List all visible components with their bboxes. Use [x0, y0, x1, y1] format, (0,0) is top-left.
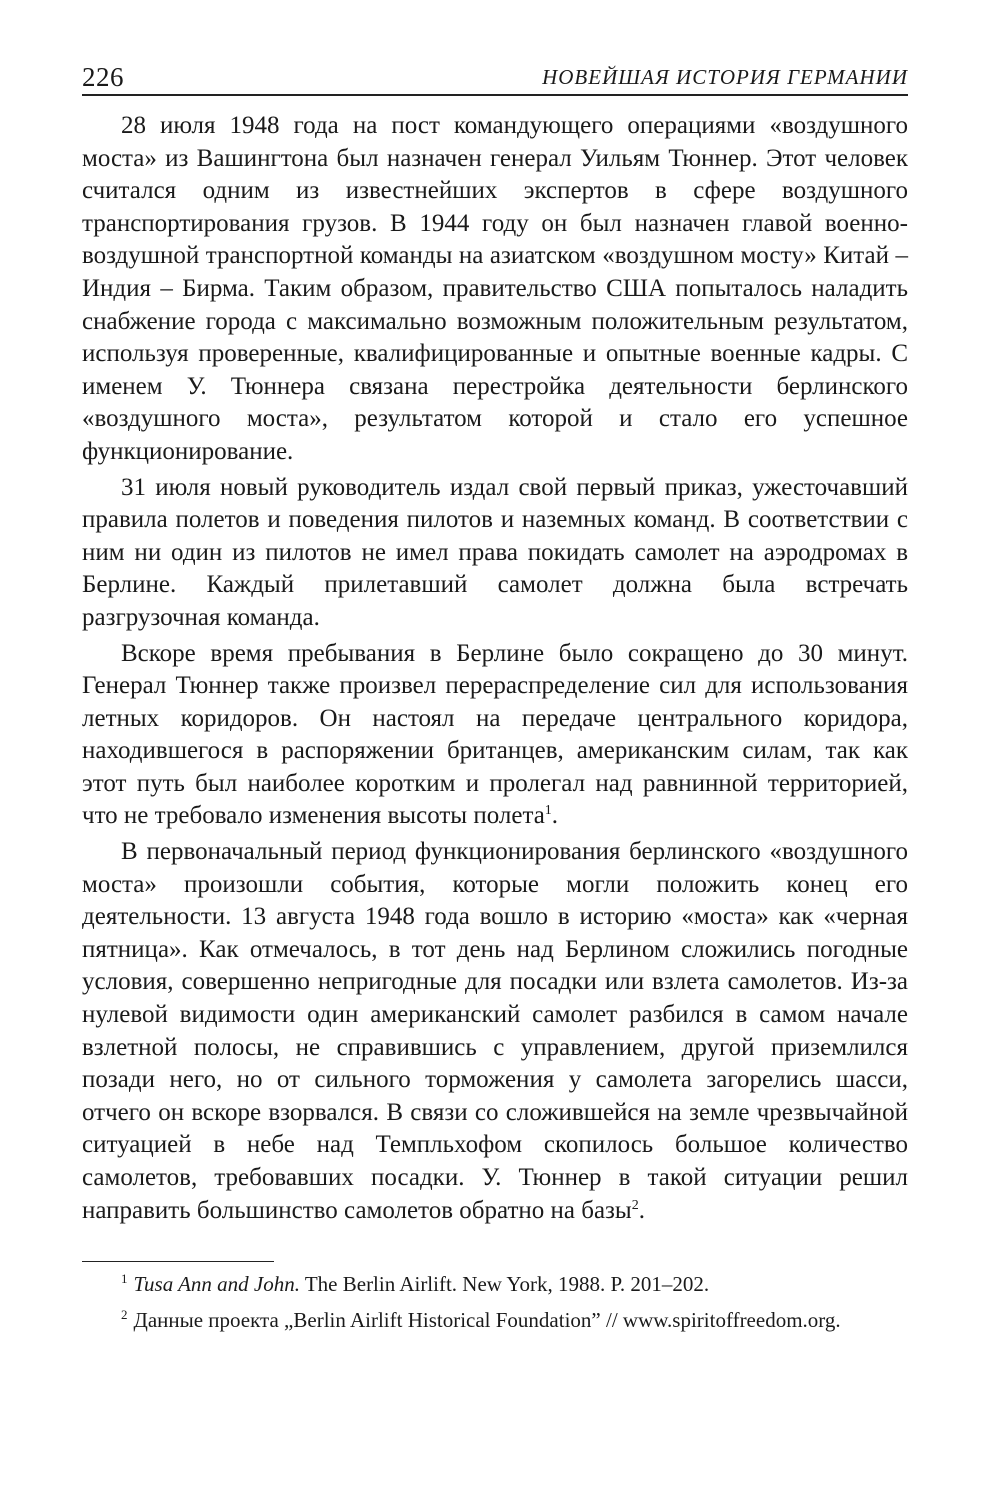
paragraph — [82, 472, 908, 635]
paragraph-tail: . — [638, 1196, 645, 1224]
page-number: 226 — [82, 62, 124, 92]
footnote-marker: 1 — [121, 1271, 128, 1287]
footnotes — [82, 1270, 908, 1335]
running-header — [82, 58, 908, 96]
running-title: НОВЕЙШАЯ ИСТОРИЯ ГЕРМАНИИ — [542, 65, 908, 89]
paragraph — [82, 110, 908, 469]
footnote-authors: Tusa Ann and John. — [133, 1272, 300, 1297]
paragraph-text: Вскоре время пребывания в Берлине было сокращено до 30 минут. Генерал Тюннер также произвел перераспределение сил для использования летных коридоров. Он настоял на передаче центрального коридора, находившегося в распоряжении британцев, американским силам, так как этот путь был наиболее коротким и пролегал над равнинной территорией, что не требовало изменения высоты полета — [82, 639, 908, 830]
footnote-reference[interactable]: 2 — [631, 1197, 639, 1213]
body-text — [82, 110, 908, 1227]
footnote-separator — [82, 1261, 274, 1262]
paragraph — [82, 638, 908, 834]
book-page — [82, 58, 908, 1342]
paragraph-text: 28 июля 1948 года на пост командующего операциями «воздушного моста» из Вашингтона был назначен генерал Уильям Тюннер. Этот человек считался одним из известнейших экспертов в сфере воздушного транспортирования грузов. В 1944 году он был назначен главой военно-воздушной транспортной команды на азиатском «воздушном мосту» Китай – Индия – Бирма. Таким образом, правительство США попыталось наладить снабжение города с максимально возможным положительным результатом, используя проверенные, квалифицированные и опытные военные кадры. С именем У. Тюннера связана перестройка деятельности берлинского «воздушного моста», результатом которой и стало его успешное функционирование. — [82, 112, 908, 465]
footnote-text: The Berlin Airlift. New York, 1988. P. 201–202. — [299, 1272, 710, 1297]
footnote-marker: 2 — [121, 1307, 128, 1323]
paragraph-text: В первоначальный период функционирования берлинского «воздушного моста» произошли события, которые могли положить конец его деятельности. 13 августа 1948 года вошло в историю «моста» как «черная пятница». Как отмечалось, в тот день над Берлином сложились погодные условия, совершенно непригодные для посадки или взлета самолетов. Из-за нулевой видимости один американский самолет разбился в самом начале взлетной полосы, не справившись с управлением, другой приземлился позади него, но от сильного торможения у самолета загорелись шасси, отчего он вскоре взорвался. В связи со сложившейся на земле чрезвычайной ситуацией в небе над Темпльхофом скопилось большое количество самолетов, требовавших посадки. У. Тюннер в такой ситуации решил направить большинство самолетов обратно на базы — [82, 838, 908, 1224]
footnote-reference[interactable]: 1 — [544, 803, 552, 819]
paragraph — [82, 836, 908, 1227]
paragraph-text: 31 июля новый руководитель издал свой первый приказ, ужесточавший правила полетов и поведения пилотов и наземных команд. В соответствии с ним ни один из пилотов не имел права покидать самолет на аэродромах в Берлине. Каждый прилетавший самолет должна была встречать разгрузочная команда. — [82, 473, 908, 631]
paragraph-tail: . — [551, 802, 559, 830]
footnote — [82, 1306, 908, 1335]
footnote — [82, 1270, 908, 1299]
footnote-text: Данные проекта „Berlin Airlift Historical Foundation” // www.spiritoffreedom.org. — [133, 1308, 841, 1333]
